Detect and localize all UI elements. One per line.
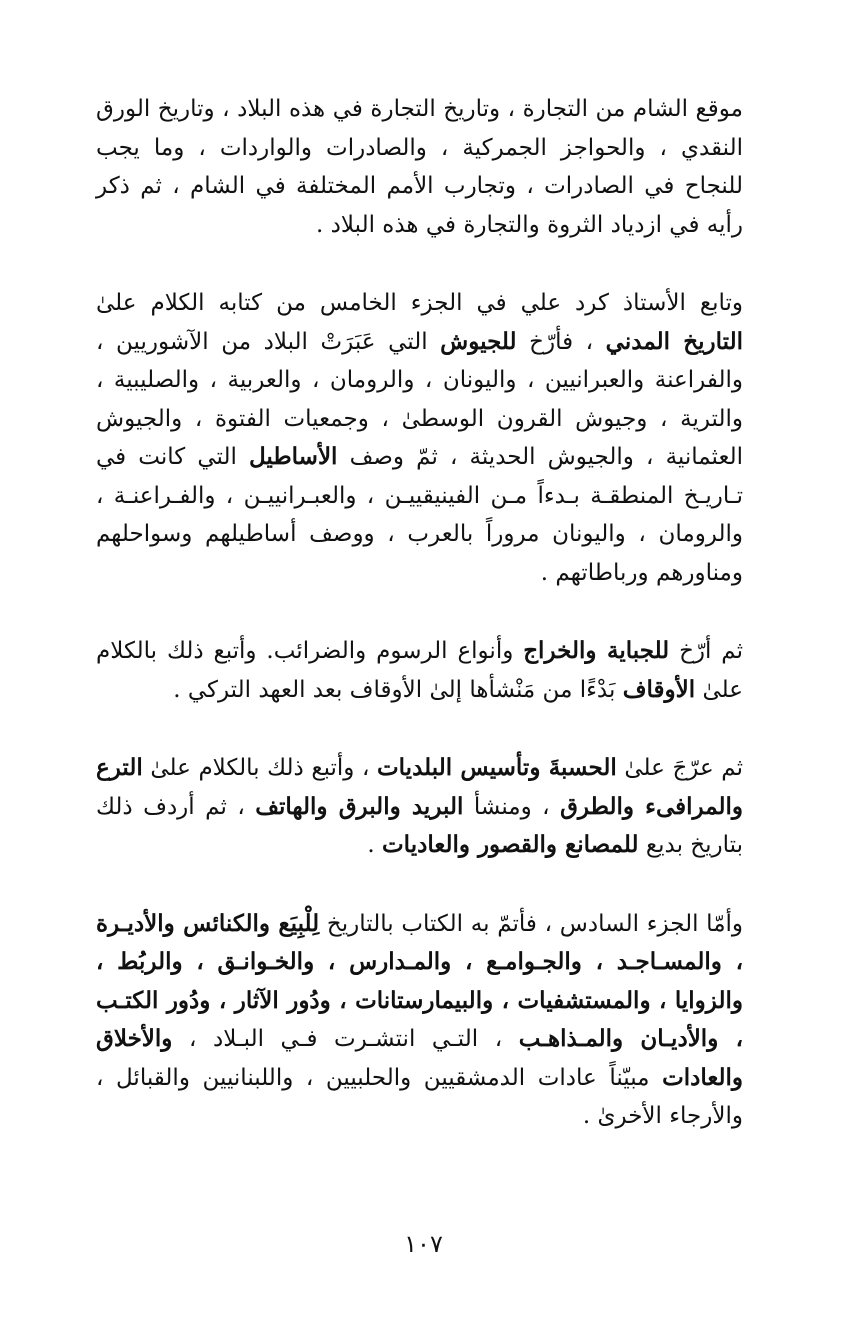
bold-text-run: البريد والبرق والهاتف xyxy=(255,792,464,820)
bold-text-run: والأخلاق والعادات xyxy=(96,1025,743,1091)
bold-text-run: للمصانع والقصور والعاديات xyxy=(382,831,639,858)
text-run: وأنواع الرسوم والضرائب. وأتبع ذلك بالكلام علىٰ xyxy=(96,638,743,703)
text-run: مبيّناً عادات الدمشقيين والحلبيين ، واللبنانيين والقبائل ، والأرجاء الأخرىٰ . xyxy=(96,1064,743,1129)
paragraph-5 xyxy=(96,905,743,1136)
bold-text-run: الأساطيل xyxy=(249,443,338,470)
paragraph-2 xyxy=(96,284,743,592)
page-number: ١٠٧ xyxy=(404,1230,443,1258)
bold-text-run: للجيوش xyxy=(440,327,517,355)
bold-text-run: الترع والمرافىء والطرق xyxy=(96,754,744,820)
text-run: ، ثم أردف ذلك بتاريخ بديع xyxy=(96,793,743,858)
paragraph-1 xyxy=(96,90,743,244)
text-run: وتابع الأستاذ كرد علي في الجزء الخامس من كتابه الكلام علىٰ xyxy=(96,290,743,316)
text-run: موقع الشام من التجارة ، وتاريخ التجارة في هذه البلاد ، وتاريخ الورق النقدي ، والحواجز الجمركية ، والصادرات والواردات ، وما يجب للنجاح في الصادرات ، وتجارب الأمم المختلفة في الشام ، ثم ذكر رأيه في ازدياد الثروة والتجارة في هذه البلاد . xyxy=(96,96,743,238)
bold-text-run: الأوقاف xyxy=(622,675,696,703)
text-run: . xyxy=(367,832,383,858)
body-text xyxy=(96,90,743,1136)
bold-text-run: الحسبةَ وتأسيس البلديات xyxy=(377,754,617,781)
text-run: وأمّا الجزء السادس ، فأتمّ به الكتاب بالتاريخ xyxy=(319,910,744,937)
bold-text-run: لِلْبِيَع والكنائس والأديـرة ، والمسـاجـد ، والجـوامـع ، والمـدارس ، والخـوانـق ، والربُط ، والزوايا ، والمستشفيات ، والبيمارستانات ، ودُور الآثار ، ودُور الكتـب ، والأديـان والمـذاهـب xyxy=(96,909,743,1052)
text-run: التي كانت في تـاريـخ المنطقـة بـدءاً مـن الفينيقييـن ، والعبـرانييـن ، والفـراعنـة ، والرومان ، واليونان مروراً بالعرب ، ووصف أساطيلهم وسواحلهم ومناورهم ورباطاتهم . xyxy=(96,444,743,586)
text-run: ثم أرّخ xyxy=(669,638,743,664)
text-run: التي عَبَرَتْ البلاد من الآشوريين ، والفراعنة والعبرانيين ، واليونان ، والرومان ، والعربية ، والصليبية ، والترية ، وجيوش القرون الوسطىٰ ، وجمعيات الفتوة ، والجيوش العثمانية ، والجيوش الحديثة ، ثمّ وصف xyxy=(96,328,743,470)
text-run: ، فأرّخ xyxy=(516,328,606,355)
text-run: ، التـي انتشـرت فـي البـلاد ، xyxy=(172,1026,519,1052)
text-run: بَدْءًا من مَنْشأها إلىٰ الأوقاف بعد العهد التركي . xyxy=(173,676,623,703)
bold-text-run: التاريخ المدني xyxy=(605,327,743,355)
text-run: ، وأتبع ذلك بالكلام علىٰ xyxy=(142,755,378,781)
paragraph-3 xyxy=(96,632,743,709)
text-run: ، ومنشأ xyxy=(463,793,561,820)
text-run: ثم عرّجَ علىٰ xyxy=(616,755,743,781)
paragraph-4 xyxy=(96,749,743,865)
bold-text-run: للجباية والخراج xyxy=(523,637,670,664)
